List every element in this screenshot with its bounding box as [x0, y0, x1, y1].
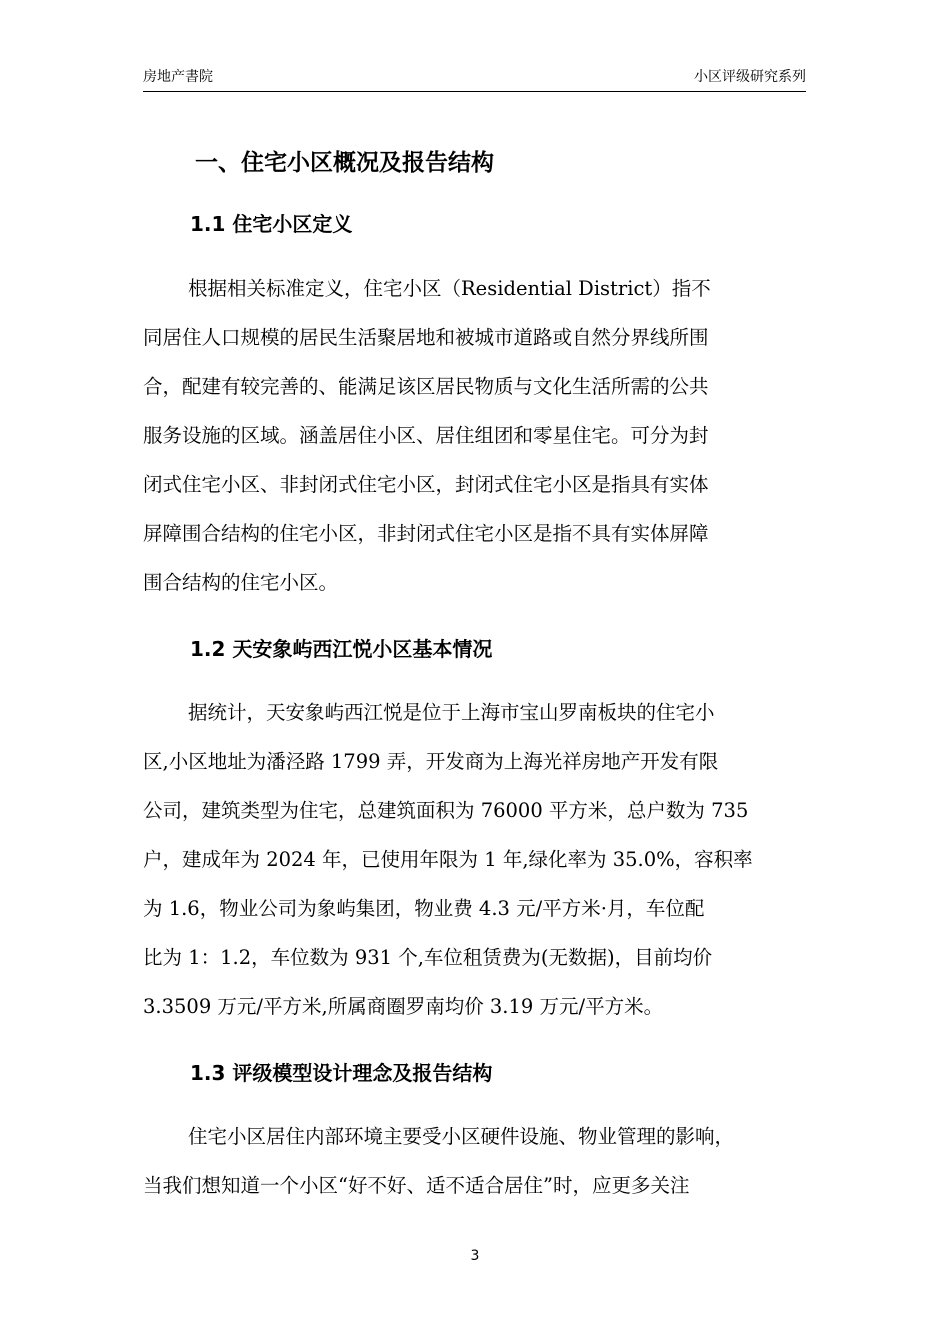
- header-publisher: 房地产書院: [143, 69, 213, 85]
- paragraph-line: 根据相关标准定义，住宅小区（Residential District）指不: [188, 277, 711, 300]
- paragraph-line: 服务设施的区域。涵盖居住小区、居住组团和零星住宅。可分为封: [143, 424, 709, 447]
- paragraph-line: 围合结构的住宅小区。: [143, 571, 339, 594]
- paragraph-line: 公司，建筑类型为住宅，总建筑面积为 76000 平方米，总户数为 735: [143, 799, 749, 822]
- paragraph-line: 为 1.6，物业公司为象屿集团，物业费 4.3 元/平方米·月，车位配: [143, 897, 705, 920]
- paragraph-line: 闭式住宅小区、非封闭式住宅小区，封闭式住宅小区是指具有实体: [143, 473, 709, 496]
- paragraph-line: 3.3509 万元/平方米,所属商圈罗南均价 3.19 万元/平方米。: [143, 995, 664, 1018]
- paragraph-line: 当我们想知道一个小区“好不好、适不适合居住”时，应更多关注: [143, 1174, 690, 1197]
- paragraph-line: 住宅小区居住内部环境主要受小区硬件设施、物业管理的影响，: [188, 1125, 735, 1148]
- paragraph-line: 据统计，天安象屿西江悦是位于上海市宝山罗南板块的住宅小: [188, 701, 715, 724]
- header-divider: [143, 91, 806, 92]
- heading-1-2: 1.2 天安象屿西江悦小区基本情况: [190, 637, 493, 661]
- paragraph-line: 合，配建有较完善的、能满足该区居民物质与文化生活所需的公共: [143, 375, 709, 398]
- paragraph-line: 同居住人口规模的居民生活聚居地和被城市道路或自然分界线所围: [143, 326, 709, 349]
- heading-1-1: 1.1 住宅小区定义: [190, 212, 353, 236]
- section-title: 一、住宅小区概况及报告结构: [195, 150, 494, 176]
- heading-1-3: 1.3 评级模型设计理念及报告结构: [190, 1061, 493, 1085]
- paragraph-line: 屏障围合结构的住宅小区，非封闭式住宅小区是指不具有实体屏障: [143, 522, 709, 545]
- paragraph-line: 户，建成年为 2024 年，已使用年限为 1 年,绿化率为 35.0%，容积率: [143, 848, 753, 871]
- paragraph-line: 比为 1：1.2，车位数为 931 个,车位租赁费为(无数据)，目前均价: [143, 946, 713, 969]
- paragraph-line: 区,小区地址为潘泾路 1799 弄，开发商为上海光祥房地产开发有限: [143, 750, 719, 773]
- header-series-title: 小区评级研究系列: [694, 69, 806, 85]
- page-number: 3: [470, 1248, 480, 1264]
